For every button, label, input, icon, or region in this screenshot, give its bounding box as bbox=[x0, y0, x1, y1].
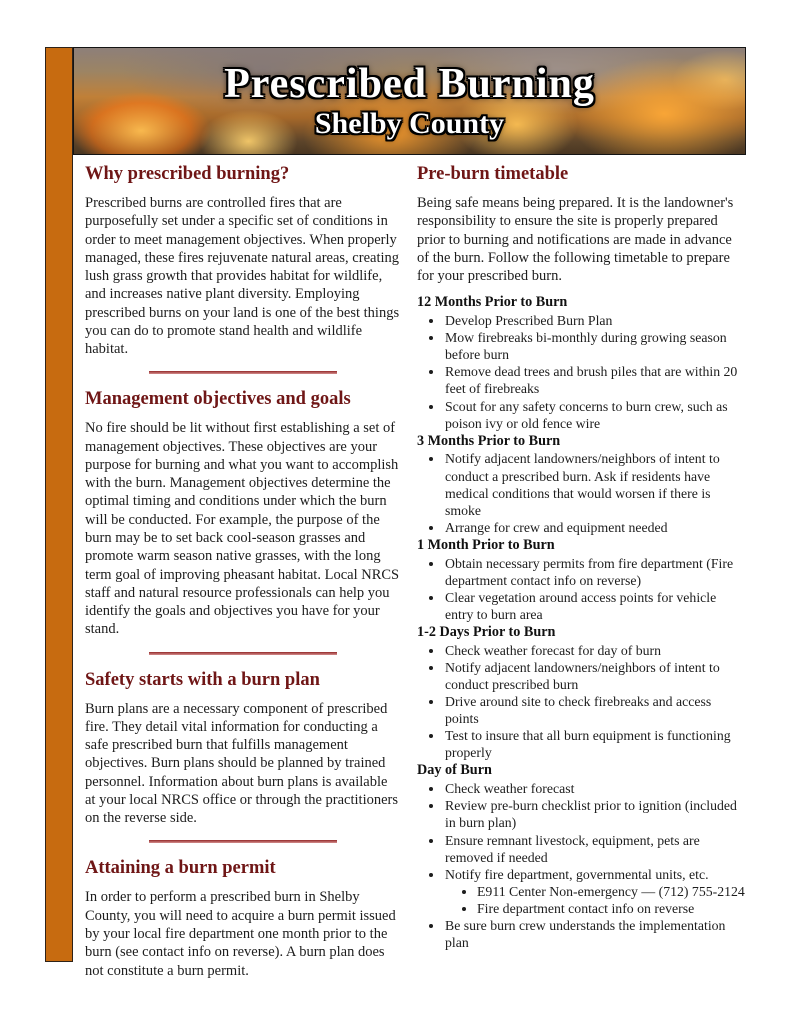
left-column bbox=[85, 164, 400, 980]
timetable-item: • Mow firebreaks bi-monthly during growing season before burn bbox=[444, 329, 747, 363]
section-heading: Management objectives and goals bbox=[85, 389, 351, 410]
timetable-item: • Clear vegetation around access points for vehicle entry to burn area bbox=[444, 589, 747, 623]
phase-items-3-months bbox=[417, 450, 747, 535]
left-accent-bar bbox=[45, 47, 73, 962]
phase-items-1-2-days bbox=[417, 642, 747, 762]
header-banner bbox=[73, 47, 746, 155]
timetable-item: • Remove dead trees and brush piles that are within 20 feet of firebreaks bbox=[444, 363, 747, 397]
timetable-item: • Drive around site to check firebreaks and access points bbox=[444, 693, 747, 727]
timetable-item: • Notify adjacent landowners/neighbors of intent to conduct a prescribed burn. Ask if residents have medical conditions that would worsen if there is smoke bbox=[444, 450, 747, 518]
timetable-intro: Being safe means being prepared. It is the landowner's responsibility to ensure the site is properly prepared prior to burning and notifications are made in advance of the burn. Follow the following timetable to prepare for your prescribed burn. bbox=[417, 195, 734, 285]
phase-items-day-of-burn bbox=[417, 780, 747, 951]
section-safety-burn-plan bbox=[85, 670, 400, 828]
right-column bbox=[417, 164, 747, 980]
timetable-item: • Test to insure that all burn equipment is functioning properly bbox=[444, 727, 747, 761]
phase-heading-12-months: 12 Months Prior to Burn bbox=[417, 294, 568, 311]
section-body: No fire should be lit without first establishing a set of management objectives. These objectives are your purpose for burning and what you want to accomplish with the burn. Management objectives determine the optimal timing and conditions under which the burn will be conducted. For example, the purpose of the burn may be to set back cool-season grasses and promote warm season native grasses, with the long term goal of improving pheasant habitat. Local NRCS staff and natural resource professionals can help you identify the goals and objectives you have for your stand. bbox=[85, 420, 400, 638]
content-columns bbox=[85, 164, 747, 980]
phase-items-12-months bbox=[417, 312, 747, 432]
timetable-item: • Obtain necessary permits from fire department (Fire department contact info on reverse) bbox=[444, 555, 747, 589]
timetable-subitems bbox=[445, 883, 747, 917]
phase-items-1-month bbox=[417, 555, 747, 623]
section-attaining-burn-permit bbox=[85, 858, 400, 979]
section-heading: Attaining a burn permit bbox=[85, 858, 276, 879]
section-divider bbox=[149, 652, 337, 655]
timetable-item-text: Notify fire department, governmental units, etc. bbox=[445, 866, 709, 882]
phase-heading-3-months: 3 Months Prior to Burn bbox=[417, 432, 561, 449]
section-heading-pre-burn-timetable: Pre-burn timetable bbox=[417, 164, 569, 184]
page-title: Prescribed Burning bbox=[224, 61, 595, 108]
timetable-item: • Ensure remnant livestock, equipment, pets are removed if needed bbox=[444, 832, 747, 866]
section-divider bbox=[149, 371, 337, 374]
timetable-item: • Develop Prescribed Burn Plan bbox=[444, 312, 747, 329]
phase-heading-day-of-burn: Day of Burn bbox=[417, 762, 492, 779]
section-body: In order to perform a prescribed burn in Shelby County, you will need to acquire a burn permit issued by your local fire department one month prior to the burn (see contact info on reverse). A burn plan does not constitute a burn permit. bbox=[85, 889, 396, 979]
timetable-item: • Review pre-burn checklist prior to ignition (included in burn plan) bbox=[444, 797, 747, 831]
section-divider bbox=[149, 840, 337, 843]
section-body: Burn plans are a necessary component of prescribed fire. They detail vital information for conducting a safe prescribed burn that fulfills management objectives. Burn plans should be planned by trained personnel. Information about burn plans is available at your local NRCS office or through the practitioners on the reverse side. bbox=[85, 700, 399, 827]
timetable-item: • Arrange for crew and equipment needed bbox=[444, 519, 747, 536]
timetable-item: • Notify adjacent landowners/neighbors of intent to conduct prescribed burn bbox=[444, 659, 747, 693]
timetable-subitem: • Fire department contact info on reverse bbox=[477, 900, 747, 917]
section-body: Prescribed burns are controlled fires that are purposefully set under a specific set of conditions in order to meet management objectives. When properly managed, these fires rejuvenate natural areas, creating lush grass growth that provides habitat for wildlife, and increases native plant diversity. Employing prescribed burns on your land is one of the best things you can do to promote stand health and wildlife habitat. bbox=[85, 195, 400, 358]
timetable-item: • Be sure burn crew understands the implementation plan bbox=[444, 917, 747, 951]
section-why-prescribed-burning bbox=[85, 164, 400, 358]
timetable-item: • Check weather forecast for day of burn bbox=[444, 642, 747, 659]
timetable-item: • Scout for any safety concerns to burn crew, such as poison ivy or old fence wire bbox=[444, 398, 747, 432]
phase-heading-1-month: 1 Month Prior to Burn bbox=[417, 536, 555, 553]
timetable-item: • Check weather forecast bbox=[444, 780, 747, 797]
phase-heading-1-2-days: 1-2 Days Prior to Burn bbox=[417, 624, 556, 641]
timetable-item bbox=[444, 866, 747, 917]
section-heading: Safety starts with a burn plan bbox=[85, 669, 320, 690]
page-subtitle: Shelby County bbox=[314, 107, 505, 141]
section-management-objectives bbox=[85, 389, 400, 638]
timetable-subitem: • E911 Center Non-emergency — (712) 755-2124 bbox=[477, 883, 747, 900]
section-heading: Why prescribed burning? bbox=[85, 164, 290, 184]
